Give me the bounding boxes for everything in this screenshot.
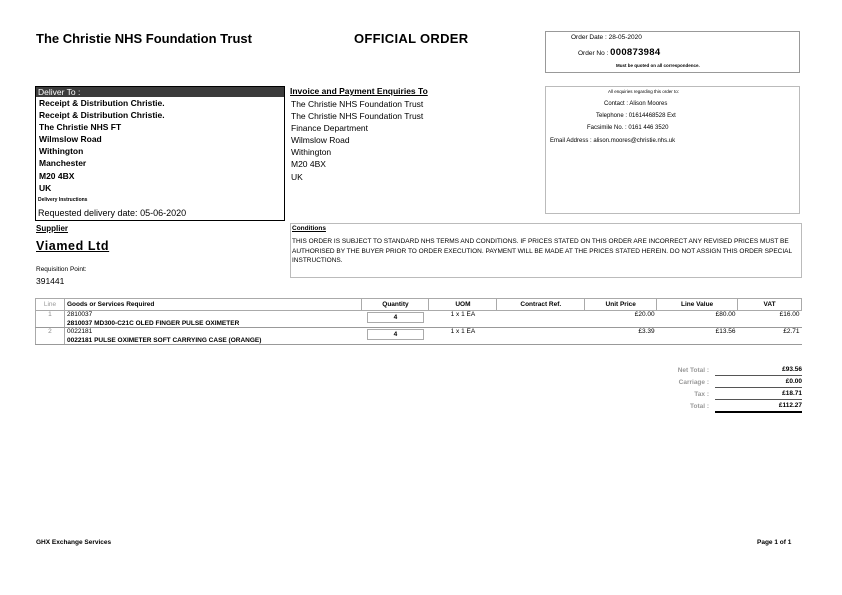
column-header-quantity: Quantity — [362, 299, 429, 311]
conditions-box — [290, 223, 802, 278]
column-header-uom: UOM — [429, 299, 497, 311]
conditions-label: Conditions — [292, 225, 326, 232]
contact-row — [587, 125, 668, 131]
line-value-value: £80.00 — [657, 311, 738, 328]
contact-label: Contact : — [604, 101, 629, 107]
deliver-address-line: Receipt & Distribution Christie. — [39, 98, 165, 108]
goods-cell — [64, 311, 362, 328]
deliver-address-line: Receipt & Distribution Christie. — [39, 110, 165, 121]
vat-value: £2.71 — [738, 328, 802, 345]
column-header-vat: VAT — [738, 299, 802, 311]
quantity-value: 4 — [367, 312, 424, 323]
column-header-goods: Goods or Services Required — [64, 299, 362, 311]
supplier-label: Supplier — [36, 224, 69, 233]
email-value: alison.moores@christie.nhs.uk — [593, 138, 676, 144]
fax-label: Facsimile No. : — [587, 125, 627, 131]
delivery-instructions-label: Delivery Instructions — [38, 197, 88, 203]
quantity-value: 4 — [367, 329, 424, 340]
telephone-value: 01614468528 Ext — [628, 113, 676, 119]
deliver-address-line: M20 4BX — [39, 170, 75, 181]
invoice-address-line: Wilmslow Road — [291, 135, 350, 146]
contact-box — [545, 86, 800, 214]
unit-price-value: £3.39 — [585, 328, 657, 345]
contact-row — [604, 101, 667, 107]
deliver-address-line: UK — [39, 182, 52, 193]
tax-row — [640, 390, 802, 402]
tax-value: £18.71 — [715, 390, 802, 400]
invoice-address-line: Finance Department — [291, 123, 369, 134]
deliver-address — [36, 97, 284, 194]
net-total-label: Net Total : — [677, 367, 709, 374]
vat-value: £16.00 — [738, 311, 802, 328]
line-number: 1 — [36, 311, 65, 328]
conditions-text: THIS ORDER IS SUBJECT TO STANDARD NHS TERMS AND CONDITIONS. IF PRICES STATED ON THIS ORDER ARE INCORRECT ANY REVISED PRICES MUST BE AUTHORISED BY THE BUYER PRIOR TO ORDER EXECUTION. PAYMENT WILL BE MADE AT THE PRICES STATED HEREIN. DO NOT ASSIGN THIS ORDER SPECIAL INSTRUCTIONS. — [292, 238, 792, 264]
item-code: 2810037 — [66, 311, 93, 318]
column-header-contract: Contract Ref. — [497, 299, 585, 311]
goods-cell — [64, 328, 362, 345]
footer-provider: GHX Exchange Services — [36, 539, 112, 546]
requisition-point-value: 391441 — [36, 276, 65, 286]
grand-total-row — [640, 402, 802, 414]
invoice-address-line: M20 4BX — [291, 159, 326, 170]
deliver-address-line: The Christie NHS FT — [39, 122, 122, 133]
item-description: 2810037 MD300-C21C OLED FINGER PULSE OXIMETER — [66, 320, 240, 327]
order-date — [571, 34, 642, 41]
unit-price-value: £20.00 — [585, 311, 657, 328]
totals-block — [640, 366, 802, 414]
email-label: Email Address : — [550, 138, 592, 144]
deliver-address-line: Wilmslow Road — [39, 134, 102, 145]
grand-total-value: £112.27 — [715, 402, 802, 413]
table-header-row — [36, 299, 802, 311]
item-description: 0022181 PULSE OXIMETER SOFT CARRYING CASE (ORANGE) — [66, 337, 262, 344]
supplier-name: Viamed Ltd — [36, 239, 110, 253]
invoice-address-line: The Christie NHS Foundation Trust — [291, 99, 424, 109]
table-row — [36, 328, 802, 345]
deliver-address-line: Withington — [39, 146, 84, 157]
carriage-row — [640, 378, 802, 390]
order-date-value: 28-05-2020 — [608, 34, 642, 41]
document-title: OFFICIAL ORDER — [354, 31, 469, 46]
contact-row — [550, 138, 675, 144]
carriage-value: £0.00 — [715, 378, 802, 388]
order-info-box — [545, 31, 800, 73]
uom-value: 1 x 1 EA — [429, 328, 497, 345]
grand-total-label: Total : — [689, 403, 709, 410]
contract-ref-value — [497, 311, 585, 328]
invoice-address — [291, 98, 423, 183]
organisation-name: The Christie NHS Foundation Trust — [36, 31, 252, 46]
order-items-table — [35, 298, 802, 345]
order-number-value: 000873984 — [610, 47, 661, 58]
invoice-address-line: The Christie NHS Foundation Trust — [291, 111, 424, 122]
line-number: 2 — [36, 328, 65, 345]
order-number — [578, 47, 660, 58]
invoice-address-line: Withington — [291, 147, 332, 158]
contract-ref-value — [497, 328, 585, 345]
contact-value: Alison Moores — [629, 101, 668, 107]
uom-value: 1 x 1 EA — [429, 311, 497, 328]
requested-delivery-date: Requested delivery date: 05-06-2020 — [38, 208, 187, 218]
column-header-unit-price: Unit Price — [585, 299, 657, 311]
telephone-label: Telephone : — [596, 113, 628, 119]
order-number-label: Order No : — [578, 50, 609, 57]
contact-heading: All enquiries regarding this order to: — [608, 89, 680, 94]
page-number: Page 1 of 1 — [757, 539, 792, 546]
fax-value: 0161 446 3520 — [628, 125, 669, 131]
deliver-to-heading: Deliver To : — [36, 87, 284, 97]
carriage-label: Carriage : — [678, 379, 709, 386]
column-header-line-value: Line Value — [657, 299, 738, 311]
contact-row — [596, 113, 676, 119]
table-row — [36, 311, 802, 328]
net-total-row — [640, 366, 802, 378]
order-note: Must be quoted on all correspondence. — [616, 63, 700, 68]
order-date-label: Order Date : — [571, 34, 607, 41]
invoice-address-line: UK — [291, 171, 303, 182]
tax-label: Tax : — [694, 391, 709, 398]
invoice-heading: Invoice and Payment Enquiries To — [290, 86, 428, 96]
requisition-point-label: Requisition Point: — [36, 266, 87, 273]
deliver-address-line: Manchester — [39, 158, 87, 169]
item-code: 0022181 — [66, 328, 93, 335]
column-header-line: Line — [36, 299, 65, 311]
line-value-value: £13.56 — [657, 328, 738, 345]
net-total-value: £93.56 — [715, 366, 802, 376]
